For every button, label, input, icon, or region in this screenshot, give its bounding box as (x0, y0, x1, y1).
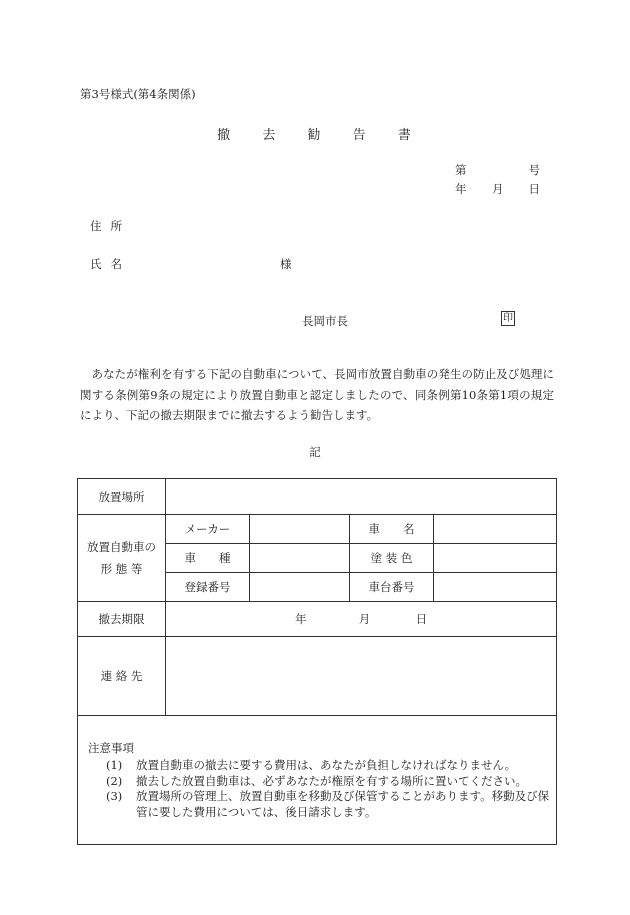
car-name-label: 車 名 (350, 515, 434, 544)
deadline-month: 月 (358, 612, 371, 626)
date-month: 月 (492, 182, 504, 196)
paint-color-field (434, 544, 557, 573)
note-item (88, 789, 550, 820)
recommendation-body: あなたが権利を有する下記の自動車について、長岡市放置自動車の発生の防止及び処理に関する条例第9条の規定により放置自動車と認定しましたので、同条例第10条第1項の規定により、下記の撤去期限までに撤去するよう勧告します。 (80, 367, 554, 422)
place-label: 放置場所 (78, 479, 166, 515)
vehicle-form-table (77, 478, 557, 845)
maker-label: メーカー (166, 515, 250, 544)
form-number: 第3号様式(第4条関係) (80, 87, 196, 101)
notes-section (78, 716, 557, 845)
deadline-label: 撤去期限 (78, 602, 166, 637)
contact-field (166, 637, 557, 716)
date-year: 年 (455, 182, 467, 196)
name-label: 氏名 (90, 257, 131, 271)
title-char: 撤 (217, 128, 233, 143)
vehicle-label-line2: 形 態 等 (100, 562, 143, 576)
deadline-field (166, 602, 557, 637)
title-char: 去 (262, 128, 278, 143)
reg-number-field (250, 573, 350, 602)
seal-stamp: 印 (503, 313, 513, 324)
reg-number-label: 登録番号 (166, 573, 250, 602)
ki-heading: 記 (309, 445, 321, 459)
document-title (0, 124, 630, 143)
deadline-year: 年 (294, 612, 307, 626)
note-number: (3) (106, 789, 123, 803)
notes-title: 注意事項 (88, 741, 134, 755)
honorific: 様 (280, 257, 292, 271)
address-label: 住所 (90, 219, 131, 233)
date-day: 日 (528, 182, 540, 196)
note-item (88, 758, 550, 774)
chassis-number-label: 車台番号 (350, 573, 434, 602)
title-char: 告 (352, 128, 368, 143)
note-text: 放置自動車の撤去に要する費用は、あなたが負担しなければなりません。 (136, 758, 517, 772)
doc-number-prefix: 第 (455, 163, 467, 177)
chassis-number-field (434, 573, 557, 602)
vehicle-label (78, 515, 166, 602)
car-name-field (434, 515, 557, 544)
place-field (166, 479, 557, 515)
note-number: (1) (106, 758, 123, 772)
car-type-field (250, 544, 350, 573)
car-type-label: 車 種 (166, 544, 250, 573)
paint-color-label: 塗 装 色 (350, 544, 434, 573)
note-item (88, 774, 550, 790)
note-number: (2) (106, 773, 123, 788)
maker-field (250, 515, 350, 544)
doc-number-suffix: 号 (528, 163, 540, 177)
vehicle-label-line1: 放置自動車の (87, 540, 156, 554)
contact-label: 連 絡 先 (78, 637, 166, 716)
title-char: 勧 (307, 128, 323, 143)
title-char: 書 (397, 128, 413, 143)
note-text: 撤去した放置自動車は、必ずあなたが権原を有する場所に置いてください。 (136, 773, 527, 788)
note-text: 放置場所の管理上、放置自動車を移動及び保管することがあります。移動及び保管に要した費用については、後日請求します。 (136, 789, 550, 819)
issuer: 長岡市長 (302, 314, 348, 328)
deadline-day: 日 (415, 612, 428, 626)
